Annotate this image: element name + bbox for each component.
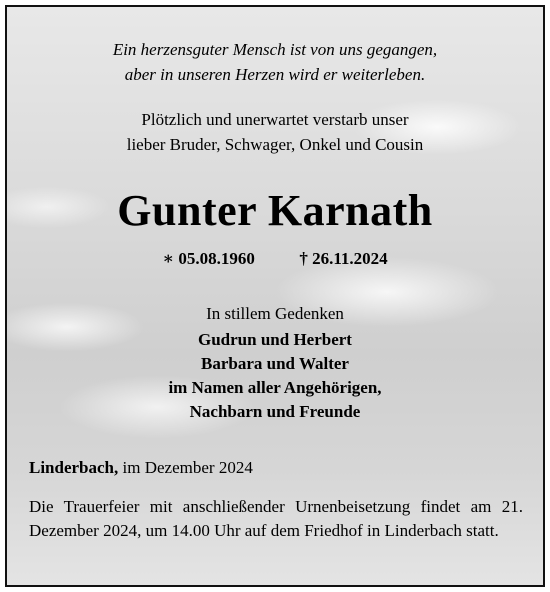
memory-line: In stillem Gedenken xyxy=(206,304,344,323)
place-date xyxy=(29,457,253,479)
service-info: Die Trauerfeier mit anschließender Urnenbeisetzung findet am 21. Dezember 2024, um 14.00 Uhr auf dem Friedhof in Linderbach statt. xyxy=(29,497,523,540)
mourner-line: im Namen aller Angehörigen, xyxy=(168,378,382,397)
notice-line-2: lieber Bruder, Schwager, Onkel und Cousin xyxy=(126,135,424,154)
death-cross-icon: † xyxy=(299,249,308,268)
notice-line-1: Plötzlich und unerwartet verstarb unser xyxy=(141,110,409,129)
intro-line-1: Ein herzensguter Mensch ist von uns gegangen, xyxy=(112,40,438,59)
death-notice xyxy=(7,107,543,157)
intro-line-2: aber in unseren Herzen wird er weiterleben. xyxy=(124,65,426,84)
birth-date: 05.08.1960 xyxy=(178,249,255,268)
mourner-line: Gudrun und Herbert xyxy=(198,330,352,349)
place-city: Linderbach, xyxy=(29,458,119,477)
obituary-card xyxy=(5,5,545,587)
death-date: 26.11.2024 xyxy=(312,249,388,268)
mourner-line: Nachbarn und Freunde xyxy=(189,402,361,421)
birth-star-icon: ∗ xyxy=(162,249,175,268)
place-month: im Dezember 2024 xyxy=(122,458,253,477)
mourner-line: Barbara und Walter xyxy=(201,354,349,373)
mourners-list xyxy=(7,328,543,424)
deceased-name: Gunter Karnath xyxy=(117,186,433,235)
intro-verse xyxy=(7,37,543,87)
life-dates xyxy=(7,248,543,270)
